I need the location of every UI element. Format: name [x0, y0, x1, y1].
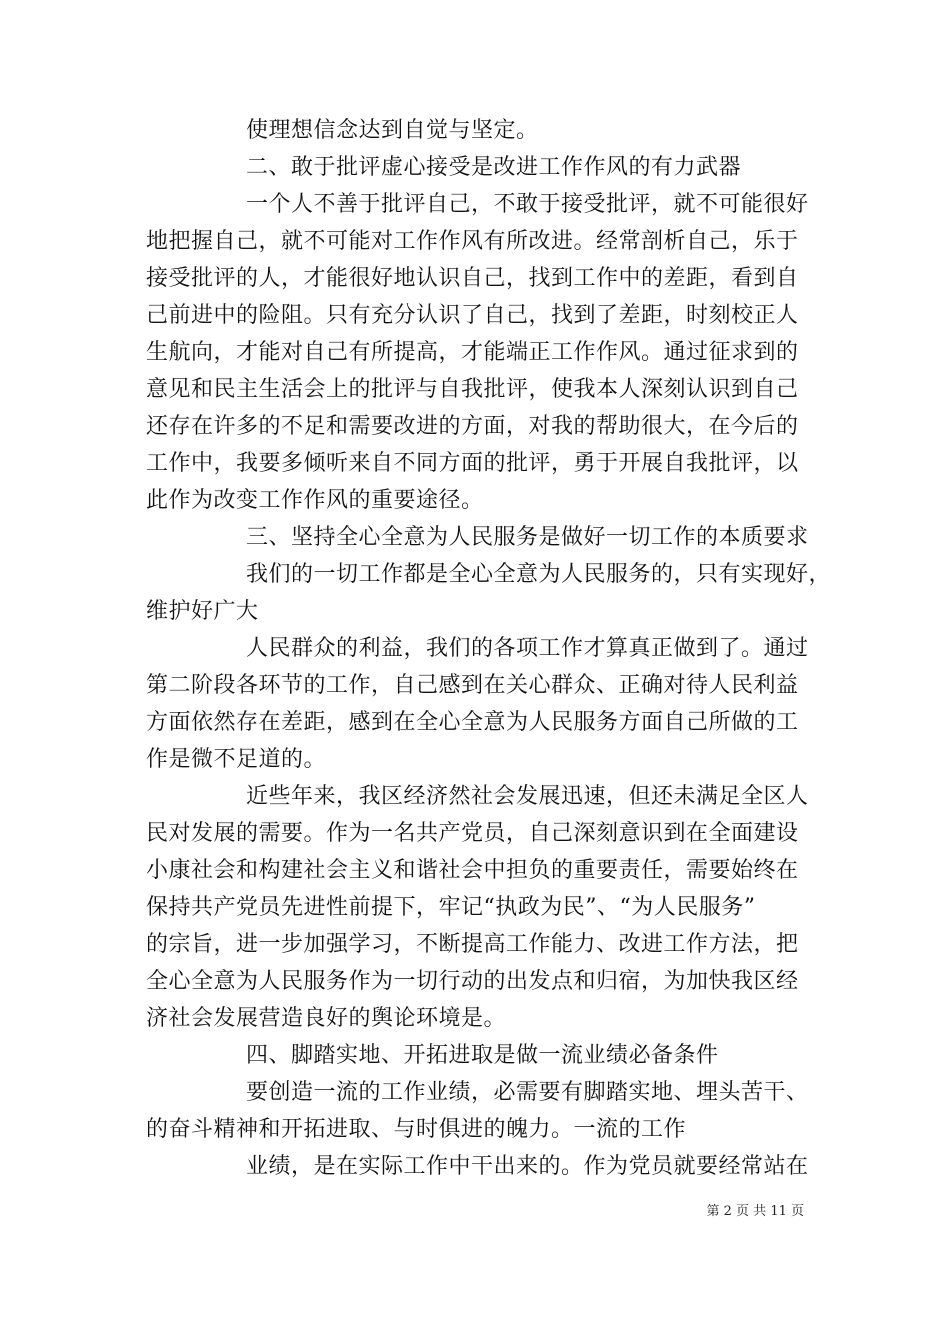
text-line: 一个人不善于批评自己，不敢于接受批评，就不可能很好	[246, 192, 809, 217]
page-number-footer: 第 2 页 共 11 页	[706, 1204, 804, 1219]
text-line: 还存在许多的不足和需要改进的方面，对我的帮助很大，在今后的	[146, 414, 799, 439]
text-line: 民对发展的需要。作为一名共产党员，自己深刻意识到在全面建设	[146, 821, 799, 846]
text-line: 小康社会和构建社会主义和谐社会中担负的重要责任，需要始终在	[146, 858, 799, 883]
text-line: 方面依然存在差距，感到在全心全意为人民服务方面自己所做的工	[146, 710, 799, 735]
text-line: 济社会发展营造良好的舆论环境是。	[146, 1006, 507, 1031]
text-line: 人民群众的利益，我们的各项工作才算真正做到了。通过	[246, 636, 809, 661]
text-line: 的奋斗精神和开拓进取、与时俱进的魄力。一流的工作	[146, 1117, 687, 1142]
text-line: 四、脚踏实地、开拓进取是做一流业绩必备条件	[246, 1043, 719, 1068]
text-line: 工作中，我要多倾听来自不同方面的批评，勇于开展自我批评，以	[146, 451, 799, 476]
text-line: 生航向，才能对自己有所提高，才能端正工作作风。通过征求到的	[146, 340, 799, 365]
text-line: 使理想信念达到自觉与坚定。	[246, 118, 539, 143]
text-line: 近些年来，我区经济然社会发展迅速，但还未满足全区人	[246, 784, 809, 809]
text-line: 意见和民主生活会上的批评与自我批评，使我本人深刻认识到自己	[146, 377, 799, 402]
text-line: 作是微不足道的。	[146, 747, 327, 772]
text-line: 的宗旨，进一步加强学习，不断提高工作能力、改进工作方法，把	[146, 932, 799, 957]
text-line: 接受批评的人，才能很好地认识自己，找到工作中的差距，看到自	[146, 266, 799, 291]
text-line: 我们的一切工作都是全心全意为人民服务的，只有实现好，	[246, 562, 832, 587]
text-line: 此作为改变工作作风的重要途径。	[146, 488, 484, 513]
text-line: 己前进中的险阻。只有充分认识了自己，找到了差距，时刻校正人	[146, 303, 799, 328]
document-body	[146, 112, 832, 1185]
text-line: 业绩，是在实际工作中干出来的。作为党员就要经常站在	[246, 1154, 809, 1179]
text-line: 维护好广大	[146, 599, 259, 624]
text-line: 第二阶段各环节的工作，自己感到在关心群众、正确对待人民利益	[146, 673, 799, 698]
text-line: 二、敢于批评虚心接受是改进工作作风的有力武器	[246, 155, 742, 180]
text-line: 全心全意为人民服务作为一切行动的出发点和归宿，为加快我区经	[146, 969, 799, 994]
text-line: 三、坚持全心全意为人民服务是做好一切工作的本质要求	[246, 525, 809, 550]
text-line: 保持共产党员先进性前提下，牢记“执政为民”、“为人民服务”	[146, 895, 756, 920]
text-line: 要创造一流的工作业绩，必需要有脚踏实地、埋头苦干、	[246, 1080, 809, 1105]
text-line: 地把握自己，就不可能对工作作风有所改进。经常剖析自己，乐于	[146, 229, 799, 254]
